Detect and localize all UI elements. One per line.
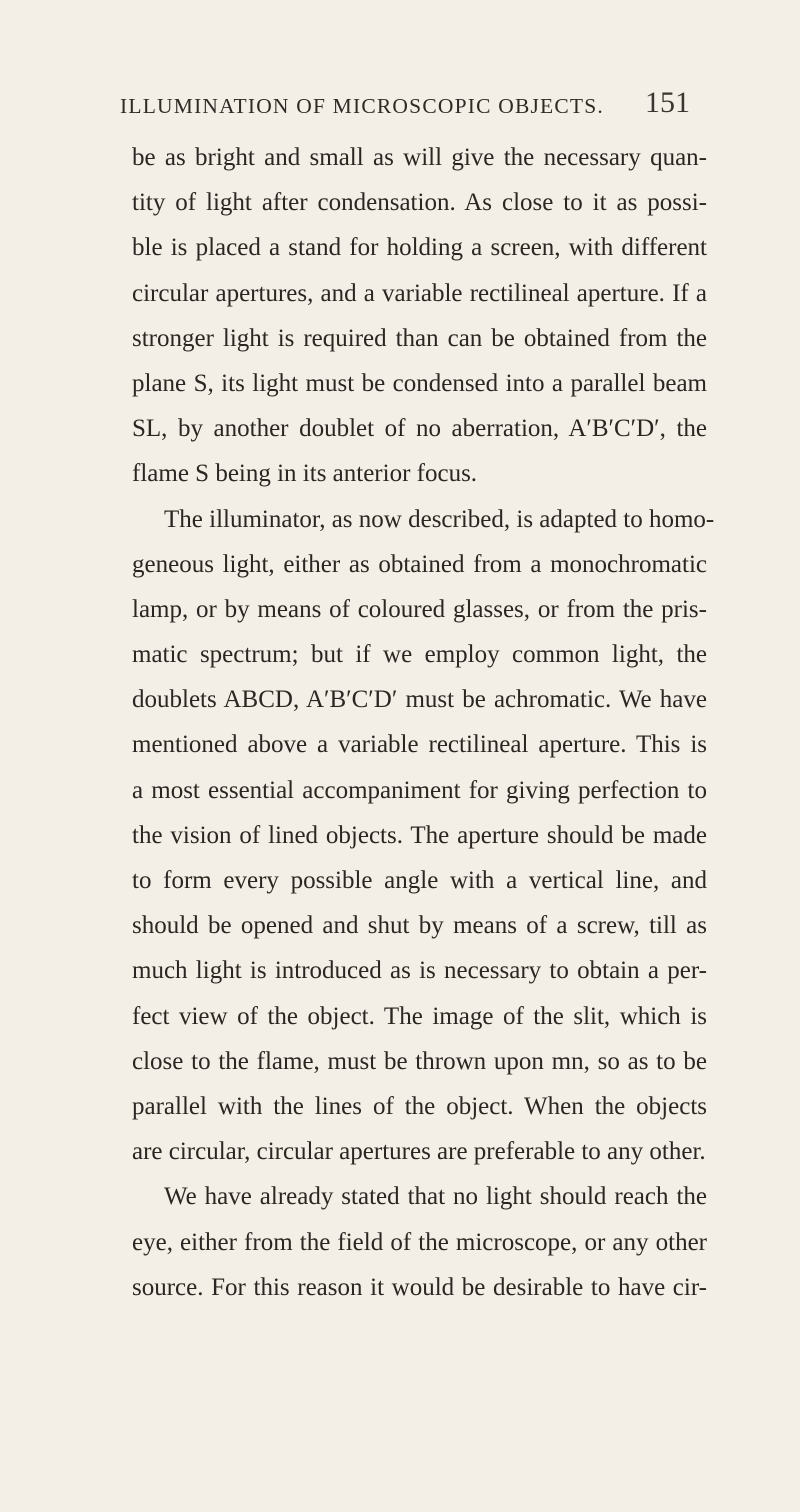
body-text bbox=[132, 135, 715, 1310]
text-line: lamp, or by means of coloured glasses, or from the pris- bbox=[132, 595, 707, 623]
text-line: close to the flame, must be thrown upon mn, so as to be bbox=[132, 1047, 707, 1075]
text-line: source. For this reason it would be desirable to have cir- bbox=[132, 1273, 707, 1301]
text-line: be as bright and small as will give the necessary quan- bbox=[132, 144, 707, 171]
text-line: stronger light is required than can be obtained from the bbox=[132, 324, 707, 352]
text-line: geneous light, either as obtained from a monochromatic bbox=[132, 550, 707, 578]
text-line: ble is placed a stand for holding a screen, with different bbox=[132, 234, 707, 262]
running-title: ILLUMINATION OF MICROSCOPIC OBJECTS. bbox=[120, 94, 604, 118]
text-line: plane S, its light must be condensed into a parallel beam bbox=[132, 369, 707, 397]
text-line: are circular, circular apertures are preferable to any other. bbox=[132, 1138, 706, 1166]
text-line: We have already stated that no light should reach the bbox=[164, 1183, 707, 1211]
text-line: the vision of lined objects. The aperture should be made bbox=[132, 821, 707, 849]
text-line: doublets ABCD, A′B′C′D′ must be achromatic. We have bbox=[132, 686, 707, 714]
text-line: much light is introduced as is necessary to obtain a per- bbox=[132, 957, 707, 985]
page-number: 151 bbox=[645, 86, 690, 119]
running-head bbox=[120, 86, 690, 126]
text-line: circular apertures, and a variable rectilineal aperture. If a bbox=[132, 279, 707, 307]
text-line: eye, either from the field of the microscope, or any other bbox=[132, 1228, 707, 1256]
text-line: mentioned above a variable rectilineal aperture. This is bbox=[132, 731, 707, 759]
text-line: parallel with the lines of the object. When the objects bbox=[132, 1092, 707, 1120]
text-line: should be opened and shut by means of a screw, till as bbox=[132, 912, 707, 940]
text-line: fect view of the object. The image of the slit, which is bbox=[132, 1002, 707, 1030]
text-line: a most essential accompaniment for giving perfection to bbox=[132, 776, 707, 804]
text-line: to form every possible angle with a vertical line, and bbox=[132, 867, 707, 894]
text-line: SL, by another doublet of no aberration, A′B′C′D′, the bbox=[132, 415, 707, 443]
text-line: matic spectrum; but if we employ common light, the bbox=[132, 641, 707, 669]
text-line: The illuminator, as now described, is adapted to homo- bbox=[164, 505, 715, 533]
text-line: tity of light after condensation. As close to it as possi- bbox=[132, 189, 707, 217]
text-line: flame S being in its anterior focus. bbox=[132, 460, 478, 488]
